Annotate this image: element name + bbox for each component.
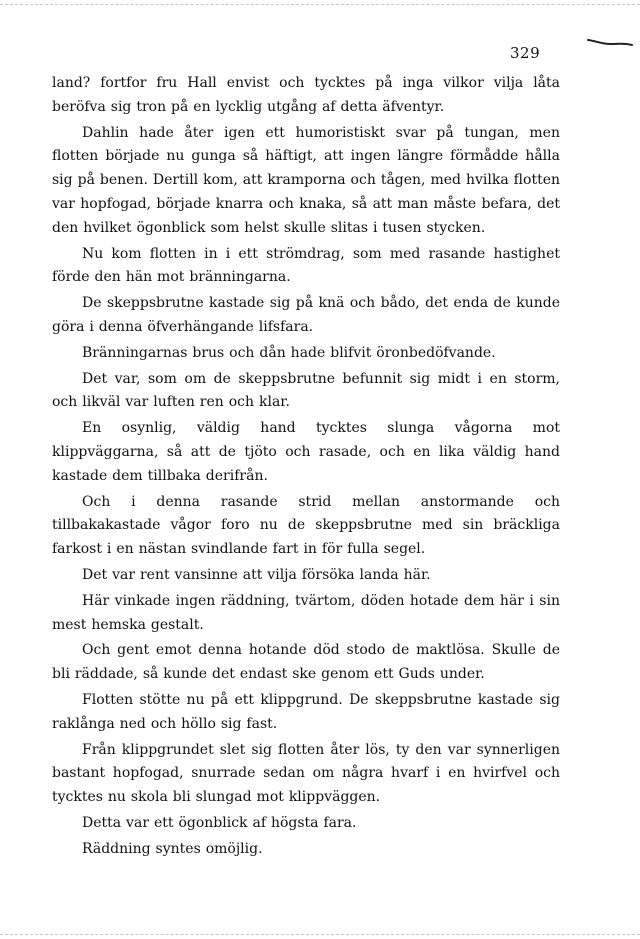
paragraph: Räddning syntes omöjlig. bbox=[82, 840, 263, 857]
ink-mark-icon bbox=[586, 38, 634, 48]
paragraph: Här vinkade ingen räddning, tvärtom, döden hotade dem här i sin mest hemska gestalt. bbox=[52, 592, 560, 633]
paragraph: Det var rent vansinne att vilja försöka landa här. bbox=[82, 566, 431, 583]
paragraph: Och gent emot denna hotande död stodo de maktlösa. Skulle de bli räddade, så kunde det endast ske genom ett Guds under. bbox=[52, 642, 560, 683]
paragraph: Bränningarnas brus och dån hade blifvit öronbedöfvande. bbox=[82, 344, 496, 361]
bottom-edge-rule bbox=[0, 934, 640, 935]
paragraph: Dahlin hade åter igen ett humoristiskt svar på tungan, men flotten började nu gunga så häftigt, att ingen längre förmådde hålla sig på benen. Dertill kom, att kramporna och tågen, med hvilka flotten var hopfogad, började knarra och knaka, så att man måste befara, det den hvilket ögonblick som helst skulle slitas i tusen stycken. bbox=[52, 124, 560, 236]
paragraph: Flotten stötte nu på ett klippgrund. De skeppsbrutne kastade sig raklånga ned och höllo sig fast. bbox=[52, 691, 560, 732]
paragraph: Nu kom flotten in i ett strömdrag, som med rasande hastighet förde den hän mot bränningarna. bbox=[52, 245, 560, 286]
paragraph: De skeppsbrutne kastade sig på knä och bådo, det enda de kunde göra i denna öfverhängande lifsfara. bbox=[52, 295, 560, 335]
body-text bbox=[52, 72, 560, 864]
paragraph: Det var, som om de skeppsbrutne befunnit sig midt i en storm, och likväl var luften ren och klar. bbox=[52, 370, 560, 411]
paragraph: Från klippgrundet slet sig flotten åter lös, ty den var synnerligen bastant hopfogad, snurrade sedan om några hvarf i en hvirfvel och tycktes nu skola bli slungad mot klippväggen. bbox=[52, 741, 560, 806]
paragraph: Detta var ett ögonblick af högsta fara. bbox=[82, 814, 357, 831]
top-edge-rule bbox=[0, 4, 640, 5]
page-number: 329 bbox=[510, 44, 541, 62]
paragraph: Och i denna rasande strid mellan anstormande och tillbakakastade vågor foro nu de skeppsbrutne med sin bräckliga farkost i en nästan svindlande fart in för fulla segel. bbox=[52, 493, 560, 558]
paragraph: En osynlig, väldig hand tycktes slunga vågorna mot klippväggarna, så att de tjöto och rasade, och en lika väldig hand kastade dem tillbaka derifrån. bbox=[52, 420, 560, 484]
paragraph-continued: land? fortfor fru Hall envist och tycktes på inga vilkor vilja låta beröfva sig tron på en lycklig utgång af detta äfventyr. bbox=[52, 75, 560, 115]
